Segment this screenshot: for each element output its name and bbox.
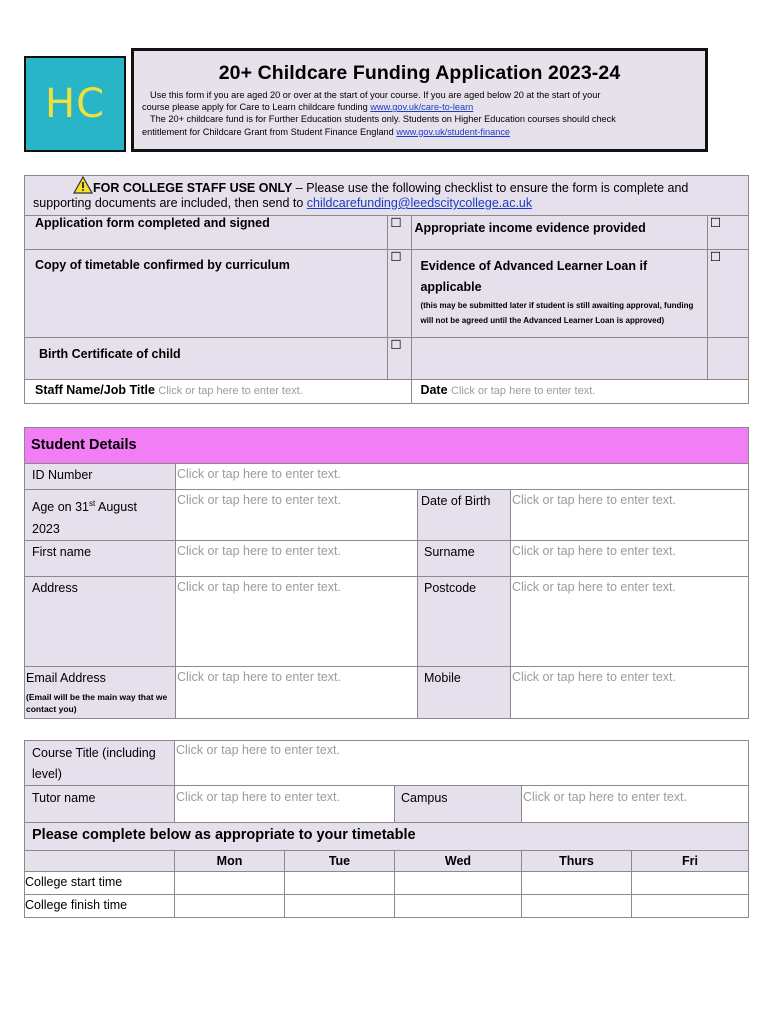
address-label: Address [25,577,176,667]
intro-line-3 [142,113,699,125]
checkbox-application-form[interactable]: ☐ [388,216,412,250]
surname-input[interactable]: Click or tap here to enter text. [511,541,749,577]
start-time-mon[interactable] [175,872,285,895]
email-input[interactable]: Click or tap here to enter text. [176,667,418,719]
item-application-form: Application form completed and signed [25,216,388,250]
day-header-thurs: Thurs [522,851,632,872]
student-details-table [24,427,749,719]
staff-notice-bold: FOR COLLEGE STAFF USE ONLY [93,181,293,195]
intro-line-4 [142,126,699,138]
course-title-label: Course Title (including level) [25,741,175,786]
campus-label: Campus [395,786,522,823]
email-label-text: Email Address [26,671,106,686]
item-timetable: Copy of timetable confirmed by curriculum [25,250,388,338]
timetable-corner [25,851,175,872]
id-number-label: ID Number [25,464,176,490]
staff-name-field[interactable] [25,380,412,404]
tutor-input[interactable]: Click or tap here to enter text. [175,786,395,823]
checkbox-birth-certificate[interactable]: ☐ [388,338,412,380]
student-finance-link[interactable]: www.gov.uk/student-finance [396,126,511,137]
birth-certificate-label: Birth Certificate of child [39,347,181,361]
id-number-input[interactable]: Click or tap here to enter text. [176,464,749,490]
item-learner-loan [412,250,708,338]
postcode-label: Postcode [418,577,511,667]
mobile-input[interactable]: Click or tap here to enter text. [511,667,749,719]
start-time-tue[interactable] [285,872,395,895]
form-title: 20+ Childcare Funding Application 2023-24 [218,62,621,84]
intro-line-2 [142,101,699,113]
start-time-thurs[interactable] [522,872,632,895]
finish-time-label: College finish time [25,895,175,918]
student-details-heading: Student Details [25,428,749,464]
timetable-heading: Please complete below as appropriate to your timetable [25,823,749,851]
age-label-sup: st [89,499,96,508]
first-name-input[interactable]: Click or tap here to enter text. [176,541,418,577]
intro-text-2: course please apply for Care to Learn childcare funding [142,102,371,113]
finish-time-thurs[interactable] [522,895,632,918]
staff-checklist-table [24,175,749,404]
empty-cell [708,338,749,380]
age-label-text: Age on 31 [32,500,89,515]
empty-cell [412,338,708,380]
intro-text-3: The 20+ childcare fund is for Further Education students only. Students on Higher Education courses should check [150,114,616,125]
item-birth-certificate [25,338,388,380]
start-time-fri[interactable] [632,872,749,895]
dob-label: Date of Birth [418,490,511,541]
age-input[interactable]: Click or tap here to enter text. [176,490,418,541]
form-header [131,48,708,152]
learner-loan-label: Evidence of Advanced Learner Loan if applicable [420,259,648,294]
finish-time-fri[interactable] [632,895,749,918]
day-header-wed: Wed [395,851,522,872]
intro-line-1 [142,89,699,101]
intro-text-4: entitlement for Childcare Grant from Student Finance England [142,126,397,137]
day-header-mon: Mon [175,851,285,872]
checkbox-learner-loan[interactable]: ☐ [708,250,749,338]
logo-text: HC [44,81,105,127]
campus-input[interactable]: Click or tap here to enter text. [522,786,749,823]
tutor-label: Tutor name [25,786,175,823]
finish-time-wed[interactable] [395,895,522,918]
start-time-wed[interactable] [395,872,522,895]
staff-notice-text-2: supporting documents are included, then send to [33,196,307,210]
intro-text-1: Use this form if you are aged 20 or over at the start of your course. If you are aged below 20 at the start of your [150,90,601,100]
first-name-label: First name [25,541,176,577]
learner-loan-note: (this may be submitted later if student is still awaiting approval, funding will not be agreed until the Advanced Learner Loan is approved) [420,301,694,325]
staff-notice [25,176,749,216]
staff-name-label: Staff Name/Job Title [35,383,155,397]
staff-notice-text: – Please use the following checklist to ensure the form is complete and [292,181,689,195]
age-label-month: August 2023 [32,500,137,537]
day-header-fri: Fri [632,851,749,872]
childcare-email-link[interactable]: childcarefunding@leedscitycollege.ac.uk [306,196,533,210]
staff-date-placeholder[interactable]: Click or tap here to enter text. [451,385,596,397]
age-label [25,490,176,541]
staff-date-field[interactable] [412,380,749,404]
day-header-tue: Tue [285,851,395,872]
course-title-input[interactable]: Click or tap here to enter text. [175,741,749,786]
warning-icon [73,176,93,194]
mobile-label: Mobile [418,667,511,719]
checkbox-income-evidence[interactable]: ☐ [708,216,749,250]
college-logo [24,56,126,152]
finish-time-tue[interactable] [285,895,395,918]
start-time-label: College start time [25,872,175,895]
staff-name-placeholder[interactable]: Click or tap here to enter text. [158,385,303,397]
care-to-learn-link[interactable]: www.gov.uk/care-to-learn [370,102,474,113]
email-note: (Email will be the main way that we contact you) [26,692,168,715]
email-label [25,667,176,719]
checkbox-timetable[interactable]: ☐ [388,250,412,338]
staff-date-label: Date [420,383,448,397]
postcode-input[interactable]: Click or tap here to enter text. [511,577,749,667]
dob-input[interactable]: Click or tap here to enter text. [511,490,749,541]
address-input[interactable]: Click or tap here to enter text. [176,577,418,667]
item-income-evidence: Appropriate income evidence provided [412,216,708,250]
course-details-table [24,740,749,918]
surname-label: Surname [418,541,511,577]
finish-time-mon[interactable] [175,895,285,918]
